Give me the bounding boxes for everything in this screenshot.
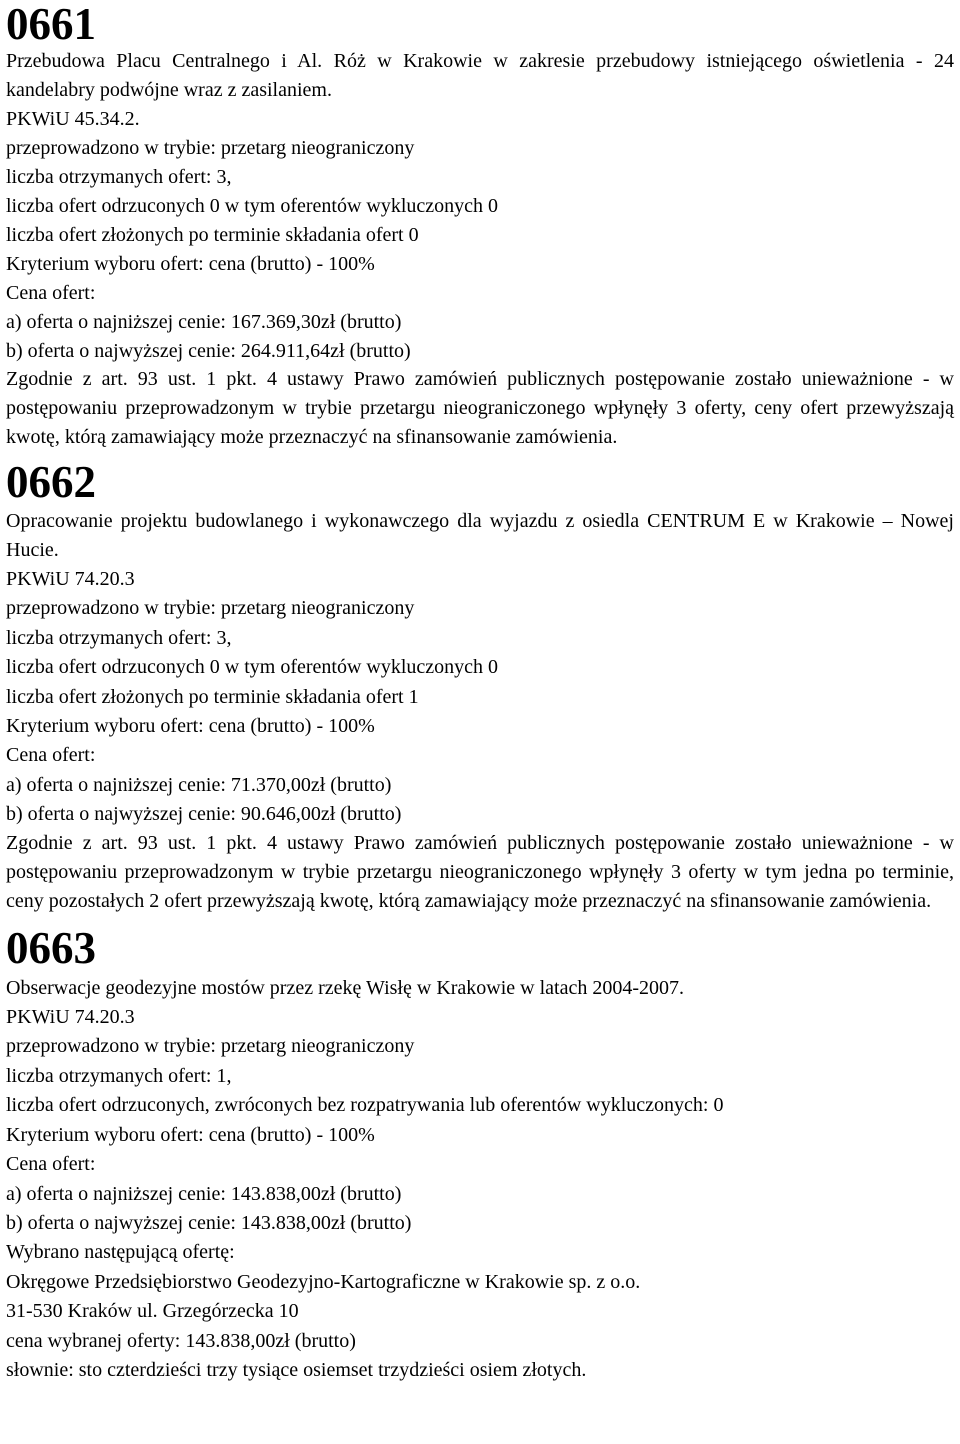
selection-criterion: Kryterium wyboru ofert: cena (brutto) - 100%: [6, 253, 375, 275]
offers-late: liczba ofert złożonych po terminie składania ofert 0: [6, 224, 419, 246]
selected-offer-heading: Wybrano następującą ofertę:: [6, 1241, 235, 1264]
selection-criterion: Kryterium wyboru ofert: cena (brutto) - 100%: [6, 1123, 375, 1146]
procedure-mode: przeprowadzono w trybie: przetarg nieograniczony: [6, 1035, 415, 1058]
entry-number: 0661: [6, 0, 96, 49]
selected-contractor-address: 31-530 Kraków ul. Grzegórzecka 10: [6, 1300, 299, 1323]
selection-criterion: Kryterium wyboru ofert: cena (brutto) - 100%: [6, 715, 375, 738]
pkwiu-code: PKWiU 45.34.2.: [6, 108, 140, 130]
prices-heading: Cena ofert:: [6, 1153, 96, 1176]
pkwiu-code: PKWiU 74.20.3: [6, 1006, 135, 1029]
highest-price: b) oferta o najwyższej cenie: 264.911,64zł (brutto): [6, 340, 411, 362]
prices-heading: Cena ofert:: [6, 282, 96, 304]
lowest-price: a) oferta o najniższej cenie: 167.369,30zł (brutto): [6, 311, 402, 333]
lowest-price: a) oferta o najniższej cenie: 71.370,00zł (brutto): [6, 773, 392, 796]
offers-received: liczba otrzymanych ofert: 3,: [6, 166, 232, 188]
entry-title: Przebudowa Placu Centralnego i Al. Róż w Krakowie w zakresie przebudowy istniejącego oświetlenia - 24 kandelabry podwójne wraz z zasilaniem.: [6, 50, 954, 101]
annulment-note: Zgodnie z art. 93 ust. 1 pkt. 4 ustawy Prawo zamówień publicznych postępowanie zostało unieważnione - w postępowaniu przeprowadzonym w trybie przetargu nieograniczonego wpłynęły 3 oferty w tym jedna po terminie, ceny pozostałych 2 ofert przewyższają kwotę, którą zamawiający może przeznaczyć na sfinansowanie zamówienia.: [6, 831, 954, 912]
offers-late: liczba ofert złożonych po terminie składania ofert 1: [6, 685, 419, 708]
section-0661: [6, 0, 954, 452]
entry-title: Opracowanie projektu budowlanego i wykonawczego dla wyjazdu z osiedla CENTRUM E w Krakowie – Nowej Hucie.: [6, 510, 954, 561]
selected-contractor-name: Okręgowe Przedsiębiorstwo Geodezyjno-Kartograficzne w Krakowie sp. z o.o.: [6, 1270, 641, 1293]
selected-offer-price: cena wybranej oferty: 143.838,00zł (brutto): [6, 1329, 356, 1352]
offers-rejected: liczba ofert odrzuconych 0 w tym oferentów wykluczonych 0: [6, 195, 499, 217]
highest-price: b) oferta o najwyższej cenie: 90.646,00zł (brutto): [6, 803, 402, 826]
section-0663: [6, 924, 954, 1386]
procedure-mode: przeprowadzono w trybie: przetarg nieograniczony: [6, 137, 415, 159]
prices-heading: Cena ofert:: [6, 744, 96, 767]
offers-rejected: liczba ofert odrzuconych, zwróconych bez rozpatrywania lub oferentów wykluczonych: 0: [6, 1094, 724, 1117]
offers-received: liczba otrzymanych ofert: 1,: [6, 1064, 232, 1087]
lowest-price: a) oferta o najniższej cenie: 143.838,00zł (brutto): [6, 1182, 402, 1205]
entry-number: 0662: [6, 457, 96, 507]
annulment-note: Zgodnie z art. 93 ust. 1 pkt. 4 ustawy Prawo zamówień publicznych postępowanie zostało unieważnione - w postępowaniu przeprowadzonym w trybie przetargu nieograniczonego wpłynęły 3 oferty, ceny ofert przewyższają kwotę, którą zamawiający może przeznaczyć na sfinansowanie zamówienia.: [6, 368, 954, 448]
offers-received: liczba otrzymanych ofert: 3,: [6, 626, 232, 649]
entry-title: Obserwacje geodezyjne mostów przez rzekę Wisłę w Krakowie w latach 2004-2007.: [6, 976, 685, 999]
entry-number: 0663: [6, 922, 96, 973]
selected-offer-price-in-words: słownie: sto czterdzieści trzy tysiące osiemset trzydzieści osiem złotych.: [6, 1358, 587, 1381]
highest-price: b) oferta o najwyższej cenie: 143.838,00zł (brutto): [6, 1211, 412, 1234]
procedure-mode: przeprowadzono w trybie: przetarg nieograniczony: [6, 597, 415, 620]
offers-rejected: liczba ofert odrzuconych 0 w tym oferentów wykluczonych 0: [6, 656, 499, 679]
section-0662: [6, 458, 954, 916]
pkwiu-code: PKWiU 74.20.3: [6, 568, 135, 590]
